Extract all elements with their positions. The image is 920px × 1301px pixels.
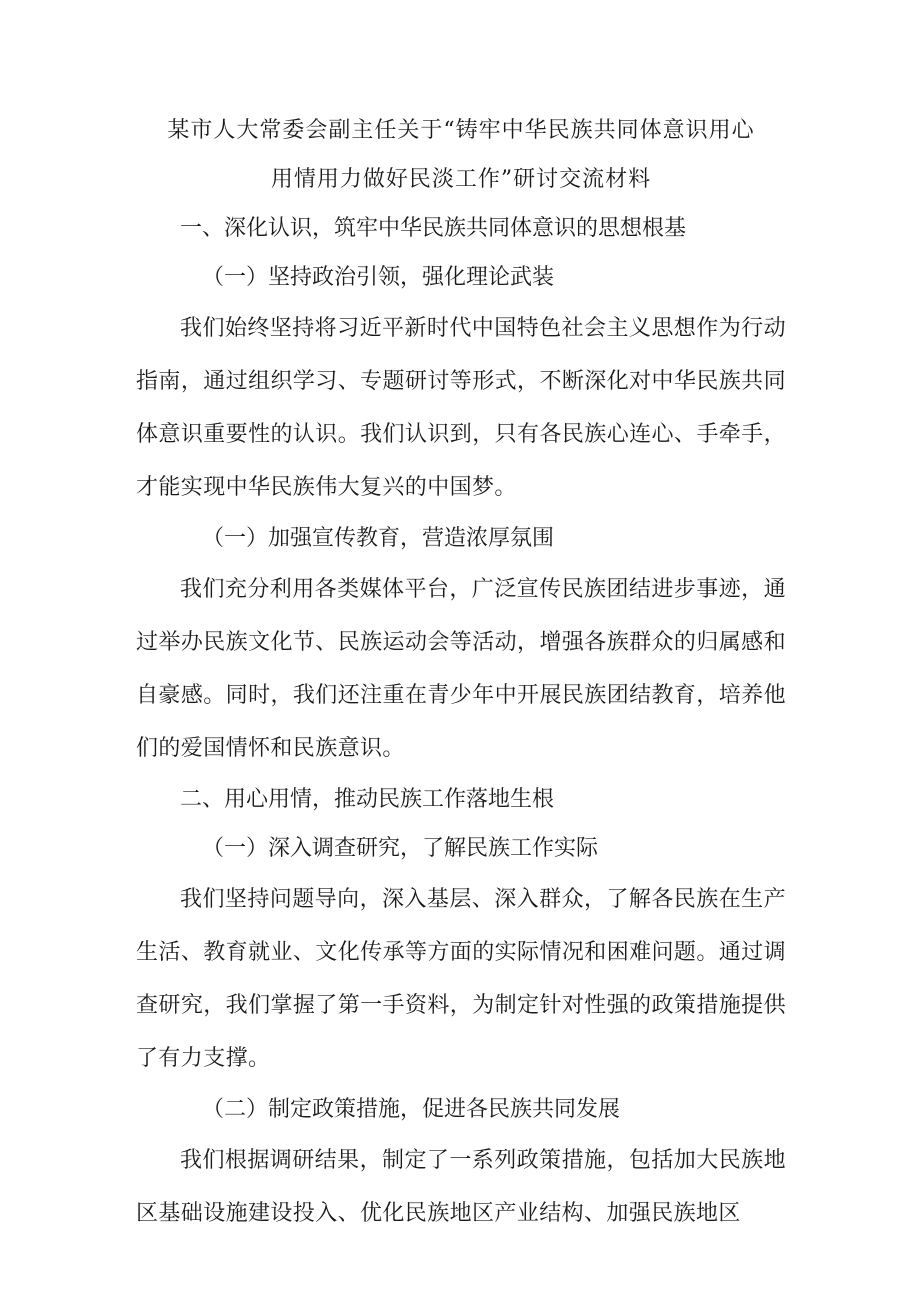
section-heading-1: 一、深化认识，筑牢中华民族共同体意识的思想根基	[180, 216, 687, 241]
title-line-1: 某市人大常委会副主任关于“铸牢中华民族共同体意识用心	[167, 118, 755, 143]
paragraph-1-1: 我们始终坚持将习近平新时代中国特色社会主义思想作为行动指南，通过组织学习、专题研讨等形式，不断深化对中华民族共同体意识重要性的认识。我们认识到，只有各民族心连心、手牵手，才能实现中华民族伟大复兴的中国梦。	[136, 316, 786, 500]
subsection-heading-2-2: （二）制定政策措施，促进各民族共同发展	[202, 1097, 621, 1122]
document-content	[136, 106, 786, 1240]
paragraph-2-2: 我们根据调研结果，制定了一系列政策措施，包括加大民族地区基础设施建设投入、优化民族地区产业结构、加强民族地区	[136, 1148, 786, 1226]
title-line-2: 用情用力做好民淡工作”研讨交流材料	[270, 167, 652, 192]
subsection-heading-1-1: （一）坚持政治引领，强化理论武装	[202, 265, 555, 290]
paragraph-1-2: 我们充分利用各类媒体平台，广泛宣传民族团结进步事迹，通过举办民族文化节、民族运动会等活动，增强各族群众的归属感和自豪感。同时，我们还注重在青少年中开展民族团结教育，培养他们的爱国情怀和民族意识。	[136, 577, 786, 761]
paragraph-2-1: 我们坚持问题导向，深入基层、深入群众，了解各民族在生产生活、教育就业、文化传承等方面的实际情况和困难问题。通过调查研究，我们掌握了第一手资料，为制定针对性强的政策措施提供了有力支撑。	[136, 887, 786, 1071]
subsection-heading-2-1: （一）深入调查研究，了解民族工作实际	[202, 836, 599, 861]
subsection-heading-1-2: （一）加强宣传教育，营造浓厚氛围	[202, 526, 555, 551]
section-heading-2: 二、用心用情，推动民族工作落地生根	[180, 787, 555, 812]
document-title	[136, 106, 786, 204]
